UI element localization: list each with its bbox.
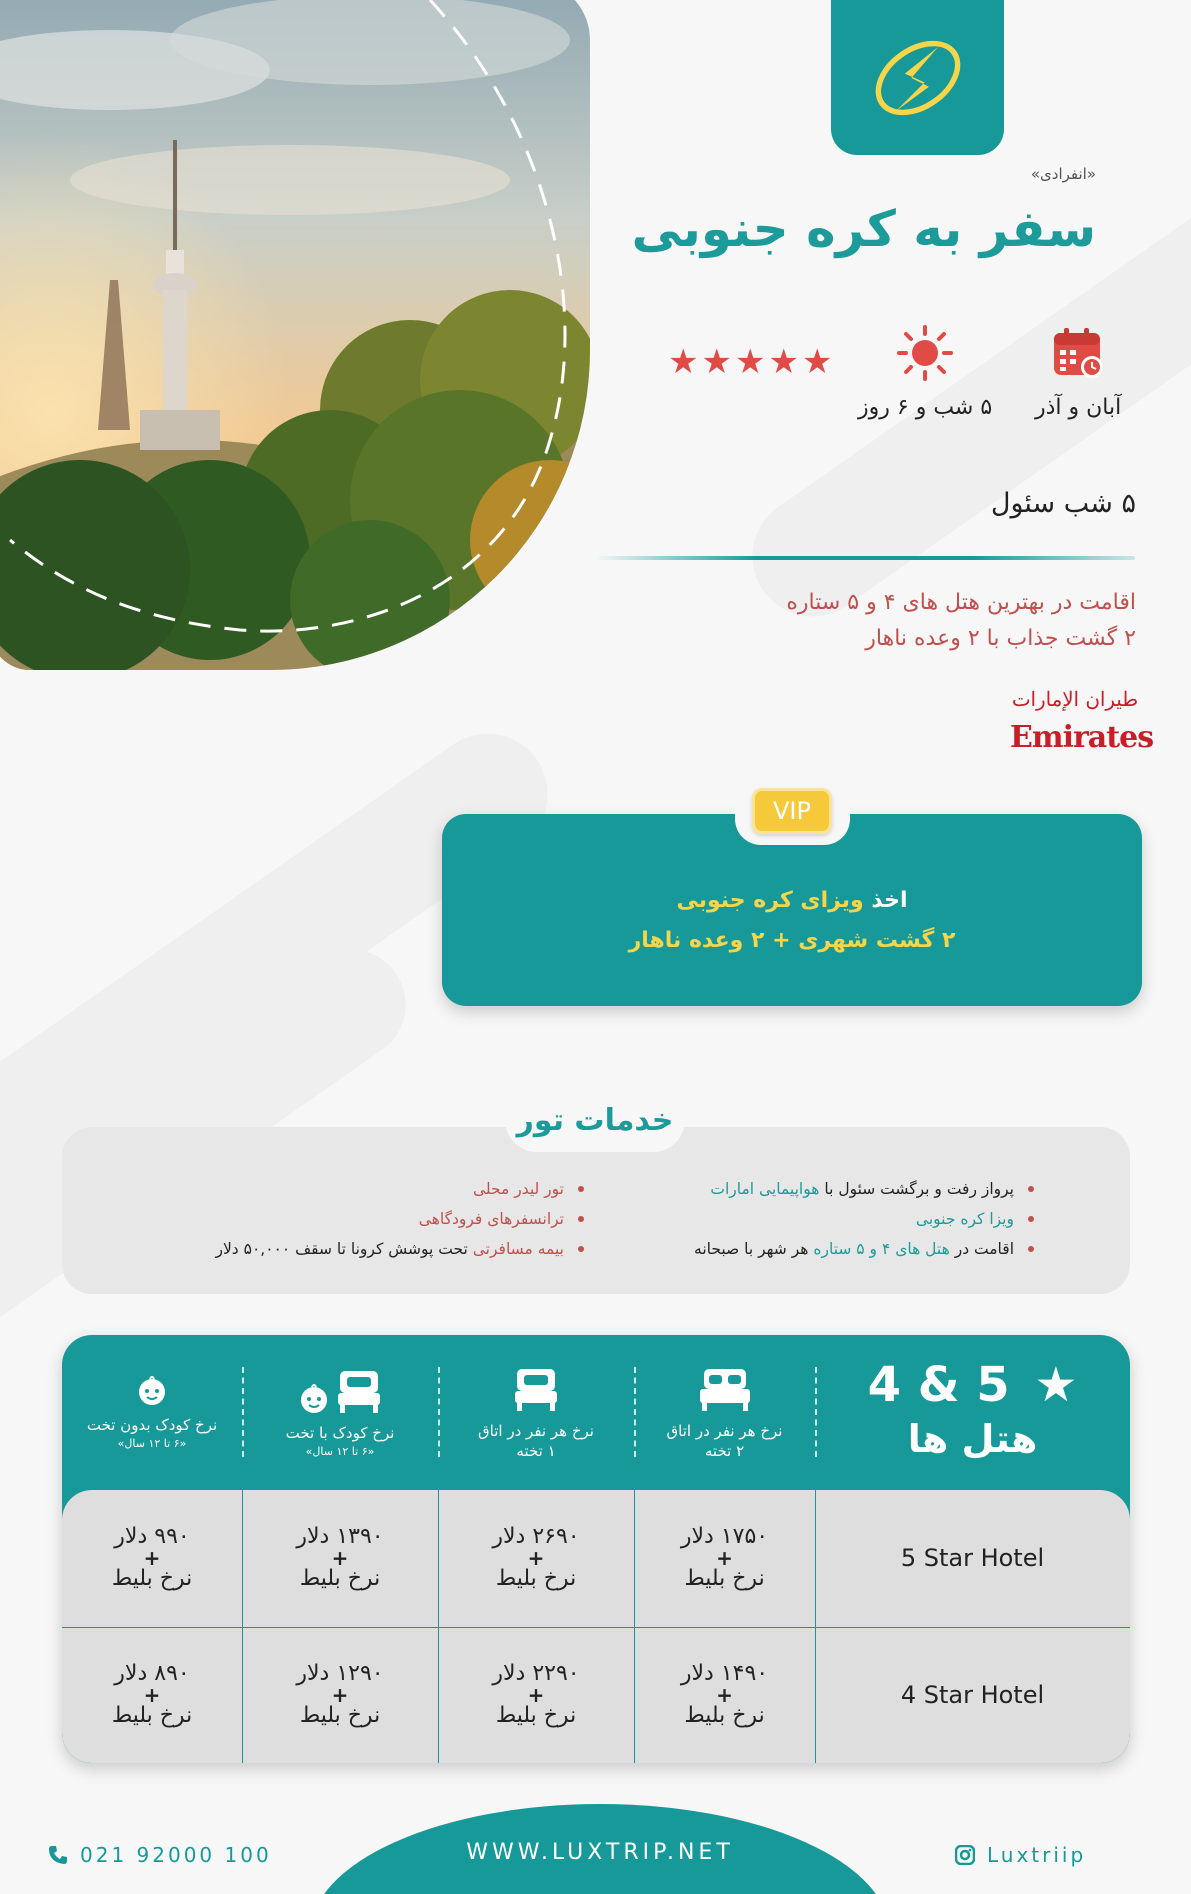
price-cell: [62, 1627, 242, 1763]
service-highlight: ترانسفرهای فرودگاهی: [418, 1210, 564, 1228]
ticket-label: نرخ بلیط: [684, 1703, 765, 1728]
header-child-nobed: [62, 1335, 242, 1490]
tour-type: «انفرادی»: [1030, 165, 1096, 183]
plus-sign: +: [331, 1546, 349, 1570]
brand-logo: [831, 0, 1004, 155]
service-highlight: تور لیدر محلی: [472, 1180, 564, 1198]
vip-line-2-text: ۲ گشت شهری + ۲ وعده ناهار: [628, 928, 956, 953]
season-label: آبان و آذر: [1035, 395, 1122, 420]
price-cell: [62, 1490, 242, 1626]
sun-icon: [897, 325, 953, 381]
services-right-column: [694, 1174, 1036, 1264]
service-text: تحت پوشش کرونا تا سقف ۵۰,۰۰۰ دلار: [215, 1240, 468, 1258]
header-child-bed-sub: «۶ تا ۱۲ سال»: [305, 1445, 375, 1458]
hotels-stars-label: 4 & 5: [867, 1357, 1010, 1413]
plus-sign: +: [527, 1546, 545, 1570]
vip-line-1-highlight: ویزای کره جنوبی: [676, 888, 864, 913]
ticket-label: نرخ بلیط: [684, 1566, 765, 1591]
divider: [595, 556, 1135, 560]
header-double-room: [634, 1335, 815, 1490]
baby-icon: [136, 1375, 168, 1407]
star-rating: [668, 342, 833, 382]
ticket-label: نرخ بلیط: [111, 1566, 193, 1591]
services-left-column: [215, 1174, 586, 1264]
phone-icon: [48, 1845, 68, 1865]
star-icon: ★: [801, 342, 833, 382]
price-value: ۱۳۹۰ دلار: [296, 1524, 384, 1549]
emirates-arabic-logo: طيران الإمارات: [1011, 687, 1139, 712]
service-highlight: هتل های ۴ و ۵ ستاره: [813, 1240, 950, 1258]
single-bed-icon: [513, 1365, 559, 1413]
service-text: اقامت در: [954, 1240, 1014, 1258]
hotels-header: [815, 1335, 1130, 1490]
duration-feature: [858, 325, 992, 420]
instagram-icon: [955, 1845, 975, 1865]
hotels-header-word: هتل ها: [907, 1417, 1038, 1461]
header-child-bed: [242, 1335, 438, 1490]
service-highlight: هواپیمایی امارات: [710, 1180, 820, 1198]
header-double-label2: ۲ تخته: [704, 1441, 745, 1460]
price-cell: [634, 1627, 815, 1763]
vip-line-1-prefix: اخذ: [871, 888, 908, 913]
plus-sign: +: [716, 1683, 733, 1707]
footer-instagram[interactable]: [955, 1843, 1086, 1867]
page-title: سفر به کره جنوبی: [631, 200, 1096, 258]
header-double-label: نرخ هر نفر در اتاق: [666, 1421, 783, 1440]
emirates-logo: [1010, 685, 1154, 775]
star-icon: ★: [734, 342, 766, 382]
duration-label: ۵ شب و ۶ روز: [858, 395, 993, 420]
nights-line: ۵ شب سئول: [990, 488, 1136, 519]
header-single-room: [438, 1335, 634, 1490]
footer-website[interactable]: WWW.LUXTRIP.NET: [466, 1840, 734, 1865]
header-single-label: نرخ هر نفر در اتاق: [478, 1421, 594, 1440]
hotels-header-number: [815, 1357, 1130, 1413]
star-icon: ★: [1034, 1357, 1078, 1413]
plus-sign: +: [143, 1683, 161, 1707]
header-single-label2: ۱ تخته: [516, 1441, 556, 1460]
luxtrip-logo-icon: [863, 23, 973, 133]
header-child-bed-label: نرخ کودک با تخت: [285, 1424, 395, 1442]
service-text: هر شهر با صبحانه: [694, 1240, 809, 1258]
double-bed-icon: [698, 1365, 752, 1413]
service-item: [694, 1174, 1036, 1204]
seoul-tower-photo: [0, 0, 590, 670]
price-cell: [438, 1627, 634, 1763]
season-feature: [1035, 325, 1121, 420]
service-item: [215, 1174, 586, 1204]
service-item: [694, 1234, 1036, 1264]
price-value: ۲۲۹۰ دلار: [492, 1661, 580, 1686]
highlight-1: اقامت در بهترین هتل های ۴ و ۵ ستاره: [786, 590, 1136, 615]
service-item: [215, 1204, 586, 1234]
plus-sign: +: [527, 1683, 545, 1707]
vip-line-2: [442, 928, 1142, 953]
calendar-icon: [1050, 325, 1106, 381]
star-icon: ★: [768, 342, 799, 382]
service-highlight: بیمه مسافرتی: [472, 1240, 564, 1258]
plus-sign: +: [331, 1683, 349, 1707]
header-separator: [815, 1367, 817, 1457]
ticket-label: نرخ بلیط: [495, 1566, 577, 1591]
services-title: خدمات تور: [505, 1088, 685, 1152]
price-value: ۲۶۹۰ دلار: [492, 1524, 580, 1549]
pricing-table-body: [62, 1490, 1130, 1763]
vip-badge: VIP: [752, 788, 832, 834]
price-cell: [242, 1490, 438, 1626]
header-child-nobed-sub: «۶ تا ۱۲ سال»: [117, 1437, 187, 1450]
emirates-wordmark: Emirates: [1010, 720, 1154, 755]
footer-phone[interactable]: [48, 1843, 272, 1867]
price-value: ۹۹۰ دلار: [114, 1524, 190, 1549]
pricing-table: [62, 1335, 1130, 1763]
service-item: [215, 1234, 586, 1264]
plus-sign: +: [716, 1546, 733, 1570]
ticket-label: نرخ بلیط: [299, 1566, 381, 1591]
vip-line-1: [442, 888, 1142, 913]
price-value: ۱۷۵۰ دلار: [680, 1524, 769, 1549]
price-cell: [634, 1490, 815, 1626]
plus-sign: +: [143, 1546, 161, 1570]
price-cell: [438, 1490, 634, 1626]
ticket-label: نرخ بلیط: [495, 1703, 577, 1728]
hotel-name-5star: 5 Star Hotel: [900, 1544, 1045, 1572]
star-icon: ★: [668, 342, 699, 382]
price-cell: [242, 1627, 438, 1763]
phone-number: 021 92000 100: [80, 1843, 272, 1867]
hotel-name-4star: 4 Star Hotel: [900, 1681, 1045, 1709]
price-value: ۱۲۹۰ دلار: [296, 1661, 384, 1686]
service-item: [694, 1204, 1036, 1234]
service-text: پرواز رفت و برگشت سئول با: [824, 1180, 1014, 1198]
highlight-2: ۲ گشت جذاب با ۲ وعده ناهار: [865, 626, 1136, 651]
ticket-label: نرخ بلیط: [111, 1703, 193, 1728]
star-icon: ★: [701, 342, 732, 382]
header-child-nobed-label: نرخ کودک بدون تخت: [86, 1416, 218, 1434]
single-bed-icon: [336, 1367, 382, 1415]
ticket-label: نرخ بلیط: [299, 1703, 381, 1728]
price-value: ۱۴۹۰ دلار: [680, 1661, 769, 1686]
service-highlight: ویزا کره جنوبی: [915, 1210, 1014, 1228]
instagram-handle: Luxtriip: [987, 1843, 1087, 1867]
baby-icon: [298, 1383, 330, 1415]
price-value: ۸۹۰ دلار: [114, 1661, 190, 1686]
